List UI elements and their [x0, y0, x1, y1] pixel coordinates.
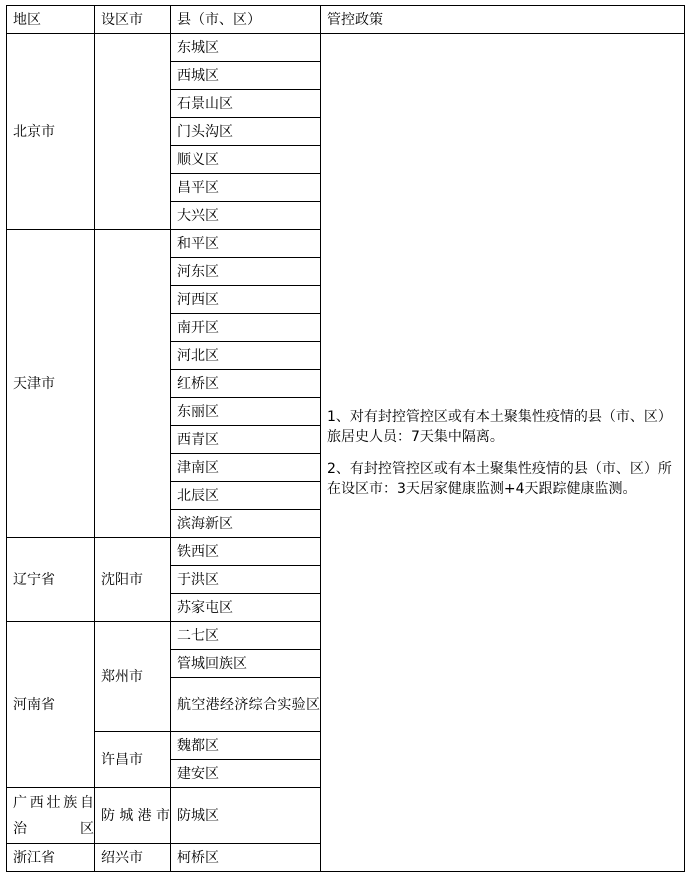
city-cell: 防城港市 — [95, 788, 171, 844]
city-cell: 郑州市 — [95, 622, 171, 732]
county-cell: 铁西区 — [171, 538, 321, 566]
region-cell: 辽宁省 — [7, 538, 95, 622]
county-cell: 管城回族区 — [171, 650, 321, 678]
county-cell: 防城区 — [171, 788, 321, 844]
region-cell: 河南省 — [7, 622, 95, 788]
policy-cell — [321, 34, 685, 872]
region-cell: 广西壮族自治区 — [7, 788, 95, 844]
header-county: 县（市、区） — [171, 6, 321, 34]
county-cell: 西青区 — [171, 426, 321, 454]
county-cell: 顺义区 — [171, 146, 321, 174]
table-row — [7, 34, 685, 62]
county-cell: 柯桥区 — [171, 844, 321, 872]
county-cell: 东城区 — [171, 34, 321, 62]
header-row — [7, 6, 685, 34]
county-cell: 昌平区 — [171, 174, 321, 202]
county-cell: 滨海新区 — [171, 510, 321, 538]
county-cell: 北辰区 — [171, 482, 321, 510]
control-policy-table — [6, 5, 685, 872]
county-cell: 红桥区 — [171, 370, 321, 398]
city-cell: 绍兴市 — [95, 844, 171, 872]
county-cell: 和平区 — [171, 230, 321, 258]
county-cell: 魏都区 — [171, 732, 321, 760]
county-cell: 南开区 — [171, 314, 321, 342]
city-cell: 许昌市 — [95, 732, 171, 788]
county-cell: 门头沟区 — [171, 118, 321, 146]
region-cell: 浙江省 — [7, 844, 95, 872]
county-cell: 河东区 — [171, 258, 321, 286]
county-cell: 河北区 — [171, 342, 321, 370]
county-cell: 石景山区 — [171, 90, 321, 118]
county-cell: 苏家屯区 — [171, 594, 321, 622]
county-cell: 航空港经济综合实验区 — [171, 678, 321, 732]
county-cell: 于洪区 — [171, 566, 321, 594]
header-region: 地区 — [7, 6, 95, 34]
county-cell: 河西区 — [171, 286, 321, 314]
city-cell: 沈阳市 — [95, 538, 171, 622]
county-cell: 西城区 — [171, 62, 321, 90]
county-cell: 建安区 — [171, 760, 321, 788]
city-cell — [95, 230, 171, 538]
header-city: 设区市 — [95, 6, 171, 34]
county-cell: 大兴区 — [171, 202, 321, 230]
county-cell: 津南区 — [171, 454, 321, 482]
region-cell: 天津市 — [7, 230, 95, 538]
city-cell — [95, 34, 171, 230]
policy-item-1: 1、对有封控管控区或有本土聚集性疫情的县（市、区）旅居史人员：7天集中隔离。 — [327, 408, 672, 445]
policy-item-2: 2、有封控管控区或有本土聚集性疫情的县（市、区）所在设区市：3天居家健康监测+4天跟踪健康监测。 — [327, 460, 672, 497]
header-policy: 管控政策 — [321, 6, 685, 34]
county-cell: 东丽区 — [171, 398, 321, 426]
region-cell: 北京市 — [7, 34, 95, 230]
county-cell: 二七区 — [171, 622, 321, 650]
